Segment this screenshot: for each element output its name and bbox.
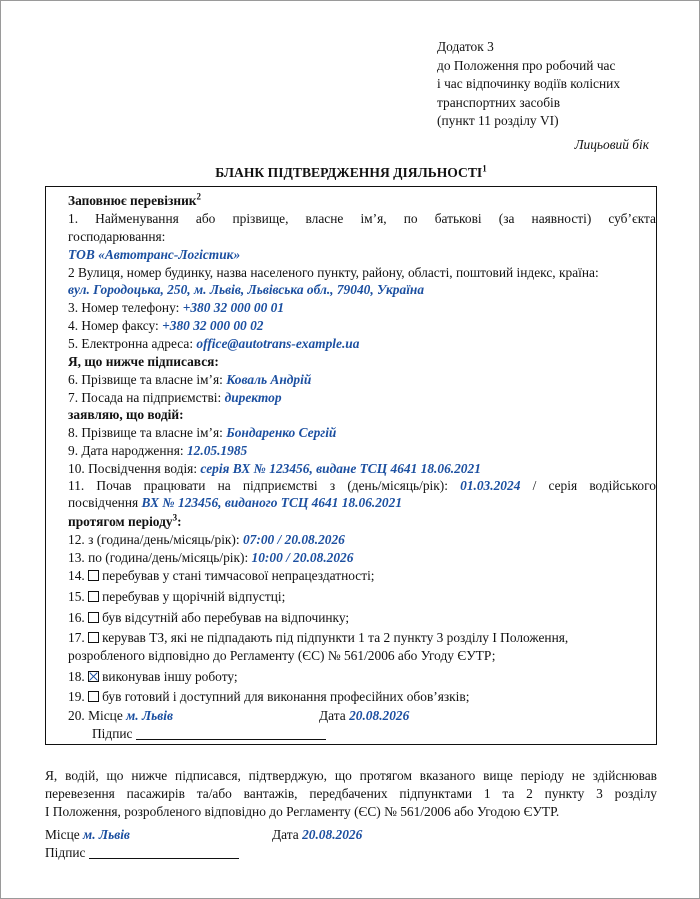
- option-19: [68, 689, 469, 705]
- item-5: [68, 336, 359, 352]
- item-7: [68, 390, 282, 406]
- item-7-label: 7. Посада на підприємстві:: [68, 390, 222, 405]
- item-11: [68, 478, 656, 494]
- option-text: перебував у щорічній відпустці;: [102, 589, 286, 604]
- option-text: перебував у стані тимчасової непрацездатності;: [102, 568, 375, 583]
- driver-heading: заявляю, що водій:: [68, 407, 184, 422]
- period-from-value: 07:00 / 20.08.2026: [242, 532, 345, 547]
- date-label: Дата: [319, 708, 346, 723]
- period-heading-text: протягом періоду: [68, 514, 173, 529]
- item-20-signature: [92, 726, 326, 742]
- driver-date: [272, 827, 362, 843]
- option-number: 14.: [68, 568, 85, 583]
- signature-label: Підпис: [45, 845, 86, 860]
- carrier-heading-text: Заповнює перевізник: [68, 193, 197, 208]
- item-11-mid: / серія водійського: [532, 478, 656, 493]
- option-number: 16.: [68, 610, 85, 625]
- checkbox-17[interactable]: [88, 632, 99, 643]
- signature-line: [89, 858, 239, 859]
- item-4-label: 4. Номер факсу:: [68, 318, 159, 333]
- period-heading: [68, 514, 182, 530]
- item-20-date: [319, 708, 409, 724]
- item-9: [68, 443, 247, 459]
- item-11-label-cont: посвідчення: [68, 495, 139, 510]
- item-11-cont: [68, 495, 402, 511]
- item-8-label: 8. Прізвище та власне ім’я:: [68, 425, 223, 440]
- license2-value: ВХ № 123456, виданого ТСЦ 4641 18.06.2021: [141, 495, 403, 510]
- item-3-label: 3. Номер телефону:: [68, 300, 180, 315]
- item-1-label: 1. Найменування або прізвище, власне ім’я, по батькові (за наявності) суб’єкта: [68, 211, 656, 226]
- declaration-line-1: Я, водій, що нижче підписався, підтверджую, що протягом вказаного вище періоду не здійснював: [45, 768, 657, 783]
- item-3: [68, 300, 284, 316]
- item-20-place: [68, 708, 173, 724]
- footnote-mark: 3: [172, 512, 178, 523]
- annex-line: до Положення про робочий час: [437, 57, 616, 73]
- declaration-line-2: перевезення пасажирів та/або вантажів, передбачених підпунктами 1 та 2 пункту 3 розділу: [45, 786, 657, 801]
- item-11-label: 11. Почав працювати на підприємстві з (день/місяць/рік):: [68, 478, 448, 493]
- driver-place: [45, 827, 130, 843]
- face-side-label: Лицьовий бік: [574, 137, 649, 152]
- signer-name-value: Коваль Андрій: [226, 372, 312, 387]
- option-number: 17.: [68, 630, 85, 645]
- declaration-line-3: I Положення, розробленого відповідно до Регламенту (ЄС) № 561/2006 або Угодою ЄУТР.: [45, 804, 560, 819]
- start-date-value: 01.03.2024: [460, 478, 521, 493]
- carrier-heading: [68, 193, 201, 209]
- checkbox-14[interactable]: [88, 570, 99, 581]
- option-16: [68, 610, 349, 626]
- item-10-label: 10. Посвідчення водія:: [68, 461, 198, 476]
- signer-position-value: директор: [224, 390, 282, 405]
- place-value: м. Львів: [126, 708, 173, 723]
- checkbox-16[interactable]: [88, 612, 99, 623]
- option-text: виконував іншу роботу;: [102, 669, 238, 684]
- checkbox-18-checked[interactable]: [88, 671, 99, 682]
- item-13-label: 13. по (година/день/місяць/рік):: [68, 550, 249, 565]
- signature-line: [136, 739, 326, 740]
- period-to-value: 10:00 / 20.08.2026: [251, 550, 354, 565]
- option-18: [68, 669, 238, 685]
- annex-line: транспортних засобів: [437, 94, 561, 110]
- item-8: [68, 425, 336, 441]
- footnote-mark: 2: [196, 191, 202, 202]
- driver-name-value: Бондаренко Сергій: [226, 425, 337, 440]
- option-text: був відсутній або перебував на відпочинку;: [102, 610, 350, 625]
- option-number: 19.: [68, 689, 85, 704]
- birth-date-value: 12.05.1985: [186, 443, 248, 458]
- item-12: [68, 532, 345, 548]
- place-value: м. Львів: [83, 827, 130, 842]
- option-15: [68, 589, 285, 605]
- item-20-label: 20. Місце: [68, 708, 123, 723]
- item-6-label: 6. Прізвище та власне ім’я:: [68, 372, 223, 387]
- option-number: 15.: [68, 589, 85, 604]
- fax-value: +380 32 000 00 02: [162, 318, 264, 333]
- signer-heading: Я, що нижче підписався:: [68, 354, 219, 369]
- checkbox-15[interactable]: [88, 591, 99, 602]
- email-value: office@autotrans-example.ua: [196, 336, 360, 351]
- item-5-label: 5. Електронна адреса:: [68, 336, 194, 351]
- date-value: 20.08.2026: [349, 708, 410, 723]
- place-label: Місце: [45, 827, 80, 842]
- footnote-mark: 1: [482, 163, 487, 174]
- item-9-label: 9. Дата народження:: [68, 443, 184, 458]
- annex-header: [437, 38, 620, 131]
- date-value: 20.08.2026: [302, 827, 363, 842]
- form-title: [1, 165, 700, 181]
- signature-label: Підпис: [92, 726, 133, 741]
- form-title-text: БЛАНК ПІДТВЕРДЖЕННЯ ДІЯЛЬНОСТІ: [215, 165, 483, 180]
- company-name-value: ТОВ «Автотранс-Логістик»: [68, 247, 241, 262]
- date-label: Дата: [272, 827, 299, 842]
- annex-line: Додаток 3: [437, 39, 494, 54]
- license-value: серія ВХ № 123456, видане ТСЦ 4641 18.06.2021: [200, 461, 481, 476]
- item-1-label-cont: господарювання:: [68, 229, 166, 244]
- option-17-cont: розробленого відповідно до Регламенту (ЄС) № 561/2006 або Угоду ЄУТР;: [68, 648, 496, 663]
- option-14: [68, 568, 375, 584]
- checkbox-19[interactable]: [88, 691, 99, 702]
- item-6: [68, 372, 311, 388]
- option-text: керував ТЗ, які не підпадають під підпункти 1 та 2 пункту 3 розділу I Положення,: [102, 630, 569, 645]
- item-10: [68, 461, 481, 477]
- annex-line: і час відпочинку водіїв колісних: [437, 76, 621, 92]
- option-17: [68, 630, 568, 646]
- address-value: вул. Городоцька, 250, м. Львів, Львівська обл., 79040, Україна: [68, 282, 425, 297]
- period-heading-colon: :: [177, 514, 182, 529]
- phone-value: +380 32 000 00 01: [182, 300, 285, 315]
- item-12-label: 12. з (година/день/місяць/рік):: [68, 532, 240, 547]
- item-13: [68, 550, 353, 566]
- option-text: був готовий і доступний для виконання професійних обов’язків;: [102, 689, 470, 704]
- annex-line: (пункт 11 розділу VI): [437, 113, 559, 129]
- option-number: 18.: [68, 669, 85, 684]
- item-2-label: 2 Вулиця, номер будинку, назва населеного пункту, району, області, поштовий індекс, країна:: [68, 265, 599, 280]
- driver-signature: [45, 845, 239, 861]
- item-4: [68, 318, 264, 334]
